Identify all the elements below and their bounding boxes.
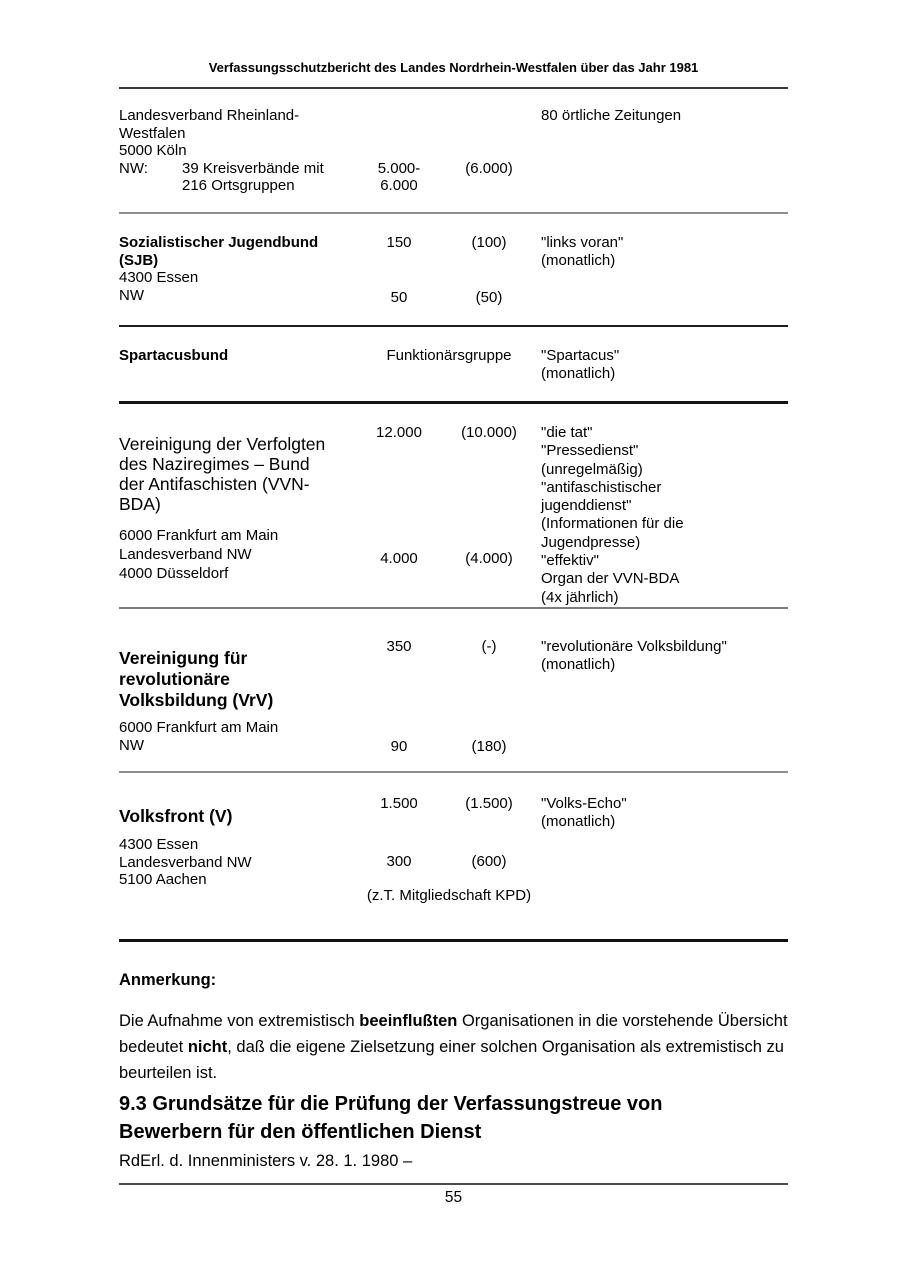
members-count: 4.000	[380, 550, 418, 568]
note-text: Die Aufnahme von extremistisch	[119, 1012, 360, 1030]
federal-cell	[439, 234, 539, 306]
org-name-line: des Naziregimes – Bund	[119, 454, 310, 474]
note-text: , daß die eigene Zielsetzung einer solchen Organisation als extremistisch zu beurteilen ist.	[119, 1038, 784, 1082]
federal-count: (10.000)	[461, 424, 517, 441]
table-rule	[119, 607, 788, 609]
org-address-block	[119, 836, 359, 889]
section-subline: RdErl. d. Innenministers v. 28. 1. 1980 –	[119, 1152, 413, 1170]
org-name: (SJB)	[119, 251, 159, 269]
table-row	[119, 232, 788, 306]
note-paragraph	[119, 1008, 795, 1086]
members-count: 5.000-	[377, 159, 421, 177]
table-row	[119, 792, 788, 905]
publication-line: "Spartacus"	[541, 347, 620, 364]
org-name: Landesverband Rheinland-	[119, 107, 300, 124]
members-count: 350	[386, 638, 412, 655]
publication-line: "antifaschistischer	[541, 478, 662, 496]
members-count: 50	[390, 288, 408, 306]
table-rule	[119, 401, 788, 404]
region-structure	[182, 160, 324, 195]
org-cell	[119, 347, 359, 382]
table-rule	[119, 325, 788, 327]
org-address: 4000 Düsseldorf	[119, 565, 229, 582]
publication-line: Organ der VVN-BDA	[541, 570, 680, 588]
table-row	[119, 343, 788, 382]
org-region-detail	[119, 160, 359, 195]
members-count: 6.000	[380, 177, 418, 194]
members-cell	[359, 234, 439, 306]
region-line: 216 Ortsgruppen	[182, 177, 295, 194]
table-rule	[119, 212, 788, 214]
federal-cell	[439, 160, 539, 195]
publications-cell	[539, 424, 788, 607]
org-address-block	[119, 526, 359, 583]
federal-cell	[439, 795, 539, 870]
publication-line: "Pressedienst"	[541, 442, 639, 460]
publication-line: (monatlich)	[541, 655, 616, 673]
org-address: NW	[119, 286, 144, 304]
table-row	[119, 634, 788, 755]
publications-cell	[539, 795, 788, 905]
page-number: 55	[444, 1189, 463, 1206]
org-name	[119, 648, 359, 711]
publication-line: "Volks-Echo"	[541, 795, 627, 812]
members-count: 300	[386, 852, 412, 870]
org-name	[119, 434, 359, 514]
membership-note	[359, 887, 539, 905]
table-row	[119, 103, 788, 195]
federal-count: (600)	[471, 852, 507, 870]
members-cell	[359, 160, 439, 195]
federal-count: (50)	[475, 288, 503, 306]
federal-count: (100)	[471, 234, 507, 251]
membership-note-text: (z.T. Mitgliedschaft KPD)	[366, 887, 532, 904]
federal-cell	[439, 424, 539, 607]
org-name-line: der Antifaschisten (VVN-	[119, 474, 310, 494]
org-name-line: Volksbildung (VrV)	[119, 690, 274, 710]
publication-line: (Informationen für die	[541, 515, 684, 533]
org-name-line: revolutionäre	[119, 669, 230, 689]
publication-line: (4x jährlich)	[541, 588, 619, 606]
publication-line: "effektiv"	[541, 552, 599, 570]
publication-line: 80 örtliche Zeitungen	[541, 107, 682, 124]
members-cell	[359, 424, 439, 607]
federal-count: (4.000)	[465, 550, 513, 568]
members-count: 150	[386, 234, 412, 251]
footer-rule	[119, 1183, 788, 1185]
table-row	[119, 420, 788, 607]
org-address: 4300 Essen	[119, 836, 199, 853]
members-cell	[359, 795, 439, 870]
publications-cell	[539, 107, 788, 195]
publication-line: (monatlich)	[541, 812, 616, 830]
org-name-line: BDA)	[119, 494, 161, 514]
org-address: 5100 Aachen	[119, 871, 207, 888]
publications-cell	[539, 347, 788, 382]
federal-count: (-)	[481, 638, 497, 655]
note-label: Anmerkung:	[119, 971, 217, 989]
note-text-bold: beeinflußten	[359, 1012, 458, 1030]
org-name-line: Vereinigung für	[119, 648, 248, 668]
publications-cell	[539, 638, 788, 755]
members-count: 1.500	[380, 795, 418, 812]
org-cell	[119, 634, 359, 755]
note-text-bold: nicht	[187, 1038, 228, 1056]
table-rule	[119, 771, 788, 773]
org-cell	[119, 420, 359, 607]
publications-cell	[539, 234, 788, 306]
org-name-line: Vereinigung der Verfolgten	[119, 434, 326, 454]
publication-line: (monatlich)	[541, 251, 616, 269]
org-name: Volksfront (V)	[119, 806, 233, 826]
publication-line: jugenddienst"	[541, 497, 632, 515]
org-name: Sozialistischer Jugendbund	[119, 234, 319, 251]
org-cell	[119, 107, 359, 195]
publication-line: Jugendpresse)	[541, 533, 641, 551]
publication-line: "die tat"	[541, 424, 593, 441]
org-cell	[119, 792, 359, 905]
note-text: Organisationen in die vorstehende Übersicht bedeutet	[119, 1012, 788, 1056]
federal-cell	[439, 638, 539, 755]
org-address-block	[119, 719, 359, 755]
publication-line: "links voran"	[541, 234, 624, 251]
header-rule	[119, 87, 788, 89]
members-note: Funktionärsgruppe	[386, 347, 512, 364]
org-address: 6000 Frankfurt am Main	[119, 719, 279, 736]
publication-line: "revolutionäre Volksbildung"	[541, 638, 727, 655]
members-count: 12.000	[376, 424, 422, 441]
org-address: Landesverband NW	[119, 853, 252, 871]
page-header-title: Verfassungsschutzbericht des Landes Nordrhein-Westfalen über das Jahr 1981	[208, 60, 699, 75]
members-cell	[359, 638, 439, 755]
table-bottom-rule	[119, 939, 788, 942]
publication-line: (unregelmäßig)	[541, 460, 643, 478]
org-address: NW	[119, 737, 144, 754]
org-address: 6000 Frankfurt am Main	[119, 527, 279, 544]
federal-count: (1.500)	[465, 795, 513, 812]
section-heading: 9.3 Grundsätze für die Prüfung der Verfassungstreue von Bewerbern für den öffentlichen Dienst	[119, 1093, 663, 1143]
federal-count: (180)	[471, 737, 507, 755]
org-address: 4300 Essen	[119, 269, 199, 286]
members-count: 90	[390, 737, 408, 755]
region-label: NW:	[119, 159, 148, 177]
org-address: Landesverband NW	[119, 546, 252, 563]
publication-line: (monatlich)	[541, 364, 616, 382]
federal-count: (6.000)	[465, 159, 513, 177]
region-line: 39 Kreisverbände mit	[182, 159, 324, 177]
org-cell	[119, 234, 359, 306]
org-name: Spartacusbund	[119, 347, 229, 364]
org-address: 5000 Köln	[119, 142, 187, 159]
org-name: Westfalen	[119, 124, 186, 142]
